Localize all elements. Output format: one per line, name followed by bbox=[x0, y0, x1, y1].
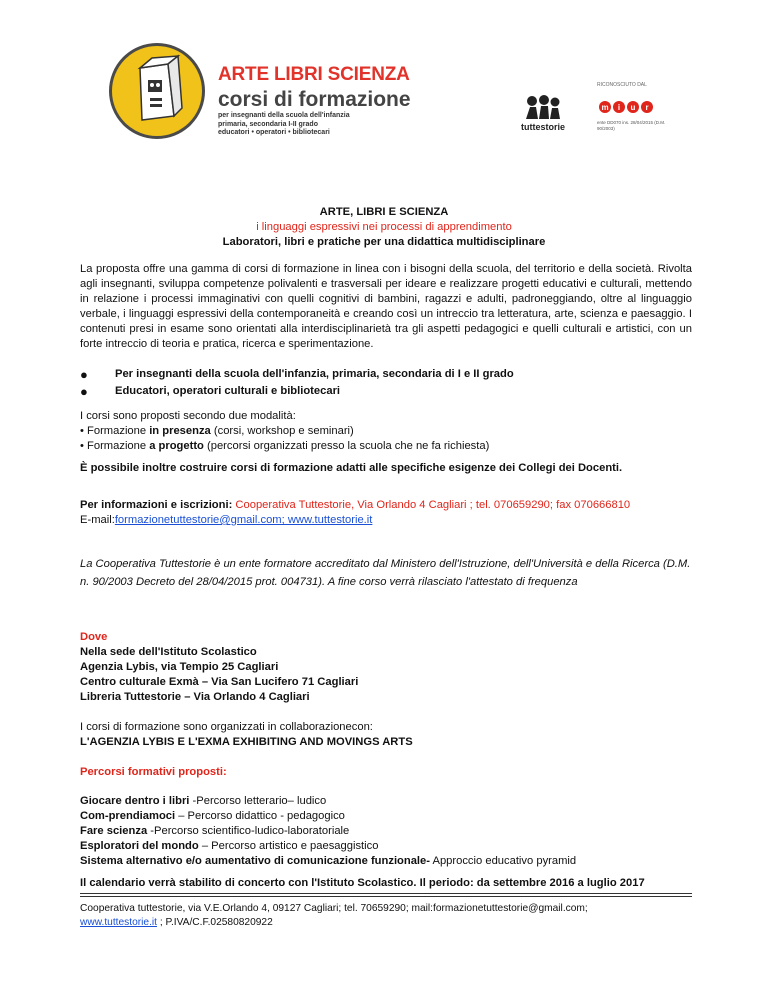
mode-name: in presenza bbox=[149, 425, 211, 437]
list-item: Nella sede dell'Istituto Scolastico bbox=[80, 646, 257, 658]
list-item: Libreria Tuttestorie – Via Orlando 4 Cagliari bbox=[80, 691, 310, 703]
title-subtitle: i linguaggi espressivi nei processi di apprendimento bbox=[256, 221, 512, 233]
course-name: Sistema alternativo e/o aumentativo di comunicazione funzionale- bbox=[80, 855, 430, 867]
info-detail: Cooperativa Tuttestorie, Via Orlando 4 Cagliari ; tel. 070659290; fax 070666810 bbox=[232, 499, 631, 511]
logo-subtitle: corsi di formazione bbox=[218, 88, 411, 111]
miur-note: ente DD070 ins. 28/04/2015 (D.M. 90/2003) bbox=[597, 120, 666, 131]
footer-website-link[interactable]: www.tuttestorie.it bbox=[80, 917, 157, 928]
course-desc: -Percorso letterario– ludico bbox=[189, 795, 327, 807]
footer bbox=[80, 902, 692, 930]
svg-text:i: i bbox=[617, 103, 621, 112]
logo-audience-line: educatori • operatori • bibliotecari bbox=[218, 129, 330, 136]
list-item bbox=[80, 385, 692, 402]
list-item bbox=[80, 794, 692, 809]
accreditation-note: La Cooperativa Tuttestorie è un ente formatore accreditato dal Ministero dell'Istruzione, dell'Università e della Ricerca (D.M. n. 90/2003 Decreto del 28/04/2015 prot. 004731). A fine corso verrà rilasciato l'attestato di frequenza bbox=[80, 558, 691, 588]
modes-intro: I corsi sono proposti secondo due modalità: bbox=[80, 410, 296, 422]
info-label: Per informazioni e iscrizioni: bbox=[80, 499, 233, 511]
calendar-note: Il calendario verrà stabilito di concerto con l'Istituto Scolastico. Il periodo: da settembre 2016 a luglio 2017 bbox=[80, 877, 645, 889]
course-name: Giocare dentro i libri bbox=[80, 795, 190, 807]
mode-detail: (corsi, workshop e seminari) bbox=[210, 425, 354, 437]
svg-text:r: r bbox=[645, 103, 649, 112]
title-tagline: Laboratori, libri e pratiche per una didattica multidisciplinare bbox=[222, 236, 546, 248]
list-item: Agenzia Lybis, via Tempio 25 Cagliari bbox=[80, 661, 279, 673]
bullet-icon: ● bbox=[80, 367, 88, 382]
list-item bbox=[80, 824, 692, 839]
footer-line: Cooperativa tuttestorie, via V.E.Orlando 4, 09127 Cagliari; tel. 70659290; mail:formazionetuttestorie@gmail.com; bbox=[80, 903, 588, 914]
collab-intro: I corsi di formazione sono organizzati in collaborazionecon: bbox=[80, 721, 373, 733]
list-item bbox=[80, 839, 692, 854]
tuttestorie-label: tuttestorie bbox=[520, 122, 565, 132]
course-name: Com-prendiamoci bbox=[80, 810, 176, 822]
title-main: ARTE, LIBRI E SCIENZA bbox=[319, 206, 449, 218]
list-item: Centro culturale Exmà – Via San Lucifero 71 Cagliari bbox=[80, 676, 359, 688]
locations-section bbox=[80, 630, 692, 705]
svg-text:u: u bbox=[630, 103, 636, 112]
course-desc: – Percorso artistico e paesaggistico bbox=[198, 840, 379, 852]
footer-divider bbox=[80, 893, 692, 894]
footer-divider-thin bbox=[80, 896, 692, 897]
book-robot-icon bbox=[112, 46, 202, 136]
logo-audience bbox=[218, 112, 350, 138]
bullet-icon: ● bbox=[80, 384, 88, 399]
mode-detail: (percorsi organizzati presso la scuola che ne fa richiesta) bbox=[203, 440, 490, 452]
arte-libri-scienza-logo bbox=[109, 43, 205, 139]
svg-text:m: m bbox=[601, 103, 609, 112]
collab-partners: L'AGENZIA LYBIS E L'EXMA EXHIBITING AND MOVINGS ARTS bbox=[80, 736, 413, 748]
list-item bbox=[80, 424, 692, 439]
mode-prefix: • Formazione bbox=[80, 425, 150, 437]
logo-audience-line: per insegnanti della scuola dell'infanzia bbox=[218, 112, 350, 119]
children-figures-icon bbox=[508, 93, 578, 123]
mode-prefix: • Formazione bbox=[80, 440, 150, 452]
collaboration-section bbox=[80, 720, 692, 750]
intro-paragraph: La proposta offre una gamma di corsi di formazione in linea con i bisogni della scuola, del territorio e della società. Rivolta agli insegnanti, sviluppa competenze polivalenti e trasversali per ideare e realizzare progetti educativi e culturali, mettendo in relazione i processi immaginativi con quelli cognitivi di bambini, ragazzi e adulti, padroneggiando, oltre al linguaggio verbale, i linguaggi espressivi della contemporaneità e creando così un intreccio tra letteratura, arte, scienza e paesaggio. I contenuti presi in esame sono orientati alla interdisciplinarietà tra gli aspetti pedagogici e quelli culturali e artistici, con un forte intreccio di teoria e pratica, ricerca e sperimentazione. bbox=[80, 263, 692, 350]
document-title bbox=[80, 205, 688, 250]
email-link[interactable]: formazionetuttestorie@gmail.com; www.tuttestorie.it bbox=[114, 514, 373, 526]
course-desc: – Percorso didattico - pedagogico bbox=[175, 810, 345, 822]
list-item bbox=[80, 809, 692, 824]
course-desc: -Percorso scientifico-ludico-laboratoriale bbox=[147, 825, 350, 837]
courses-list bbox=[80, 794, 692, 869]
mode-name: a progetto bbox=[149, 440, 204, 452]
custom-courses-note: È possibile inoltre costruire corsi di formazione adatti alle specifiche esigenze dei Collegi dei Docenti. bbox=[80, 462, 623, 474]
logo-title: ARTE LIBRI SCIENZA bbox=[218, 64, 410, 85]
modes-section bbox=[80, 409, 692, 454]
audience-text: Per insegnanti della scuola dell'infanzia, primaria, secondaria di I e II grado bbox=[115, 368, 514, 380]
audience-text: Educatori, operatori culturali e bibliotecari bbox=[115, 385, 341, 397]
locations-heading: Dove bbox=[80, 631, 108, 643]
course-name: Fare scienza bbox=[80, 825, 148, 837]
list-item bbox=[80, 439, 692, 454]
audience-list bbox=[80, 368, 692, 402]
course-name: Esploratori del mondo bbox=[80, 840, 199, 852]
miur-badge-icon bbox=[595, 82, 675, 142]
footer-vat: ; P.IVA/C.F.02580820922 bbox=[157, 917, 273, 928]
list-item bbox=[80, 854, 692, 869]
course-desc: Approccio educativo pyramid bbox=[430, 855, 577, 867]
list-item bbox=[80, 368, 692, 385]
miur-logo bbox=[595, 82, 675, 142]
courses-heading: Percorsi formativi proposti: bbox=[80, 766, 227, 778]
contact-info bbox=[80, 498, 692, 528]
email-label: E-mail: bbox=[80, 514, 115, 526]
miur-top-text: RICONOSCIUTO DAL bbox=[597, 82, 647, 88]
logo-audience-line: primaria, secondaria I-II grado bbox=[218, 120, 318, 128]
